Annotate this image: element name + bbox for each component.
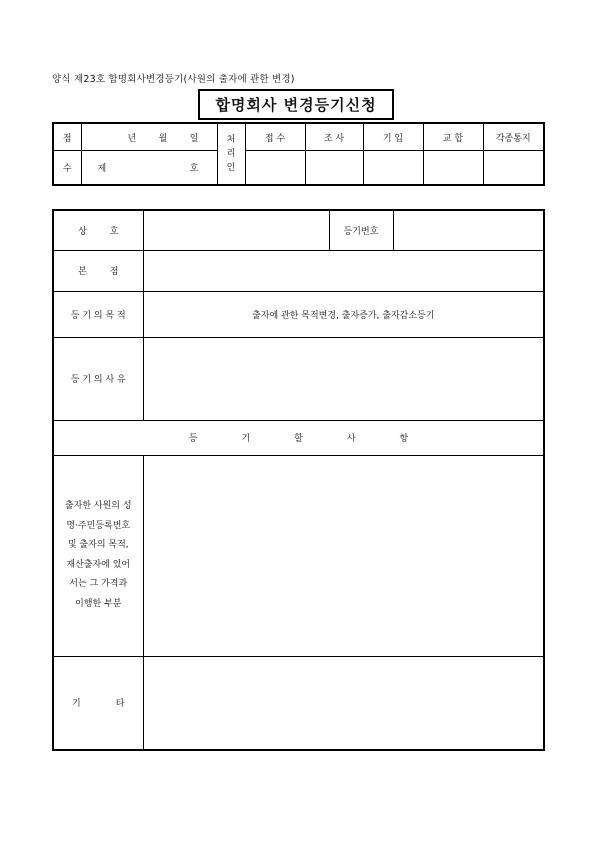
form-title-box — [198, 89, 394, 120]
col-investigation: 조 사 — [305, 123, 363, 151]
other-char-2: 타 — [115, 699, 125, 710]
matters-char-4: 사 — [346, 434, 356, 444]
stamp-receipt[interactable] — [245, 151, 305, 186]
contributor-input[interactable] — [143, 455, 544, 656]
reason-label: 등 기 의 사 유 — [53, 337, 143, 420]
contributor-line-4: 재산출자에 있어 — [66, 559, 131, 570]
contributor-line-3: 및 출자의 목적, — [67, 540, 129, 550]
contributor-line-1: 출자한 사원의 성 — [64, 501, 132, 511]
reception-table — [52, 122, 545, 186]
other-char-1: 기 — [72, 699, 81, 710]
application-table — [52, 209, 545, 751]
process-person-label — [217, 123, 245, 185]
col-check: 교 합 — [423, 123, 483, 151]
form-number-label: 양식 제23호 합명회사변경등기(사원의 출자에 관한 변경) — [52, 74, 295, 85]
trade-name-label: 상 호 — [53, 210, 143, 250]
reception-date-cell[interactable] — [81, 123, 217, 151]
stamp-notices[interactable] — [483, 151, 544, 186]
matters-char-2: 기 — [241, 434, 251, 444]
reception-label-jeom: 점 — [53, 123, 81, 151]
col-entry: 기 입 — [363, 123, 423, 151]
stamp-entry[interactable] — [363, 151, 423, 186]
matters-char-3: 할 — [294, 434, 303, 444]
contributor-line-5: 서는 그 가격과 — [69, 579, 128, 589]
process-label-3: 인 — [226, 163, 236, 173]
reception-number-cell[interactable] — [81, 151, 217, 186]
contributor-line-6: 이행한 부분 — [75, 598, 122, 609]
day-label: 일 — [189, 133, 199, 144]
reason-input[interactable] — [143, 337, 544, 420]
col-notices: 각종통지 — [483, 123, 544, 151]
other-input[interactable] — [143, 656, 544, 750]
matters-char-1: 등 — [188, 434, 198, 444]
purpose-label: 등 기 의 목 적 — [53, 291, 143, 337]
matters-heading — [53, 420, 544, 455]
reception-label-su: 수 — [53, 151, 81, 186]
head-office-input[interactable] — [143, 250, 544, 291]
contributor-label — [53, 455, 143, 656]
process-label-2: 리 — [226, 149, 236, 159]
process-label-1: 처 — [226, 135, 236, 145]
year-label: 년 — [127, 133, 137, 144]
matters-char-5: 항 — [399, 434, 409, 444]
month-label: 월 — [158, 133, 168, 144]
reg-number-input[interactable] — [393, 210, 544, 250]
head-office-label: 본 점 — [53, 250, 143, 291]
purpose-value: 출자에 관한 목적변경, 출자증가, 출자감소등기 — [143, 291, 544, 337]
stamp-investigation[interactable] — [305, 151, 363, 186]
ho-label: 호 — [189, 164, 199, 174]
reg-number-label: 등기번호 — [329, 210, 393, 250]
contributor-line-2: 명·주민등록번호 — [66, 520, 131, 531]
stamp-check[interactable] — [423, 151, 483, 186]
other-label — [53, 656, 143, 750]
form-title: 합명회사 변경등기신청 — [215, 96, 377, 114]
col-receipt: 접 수 — [245, 123, 305, 151]
trade-name-input[interactable] — [143, 210, 329, 250]
je-label: 제 — [97, 164, 107, 174]
